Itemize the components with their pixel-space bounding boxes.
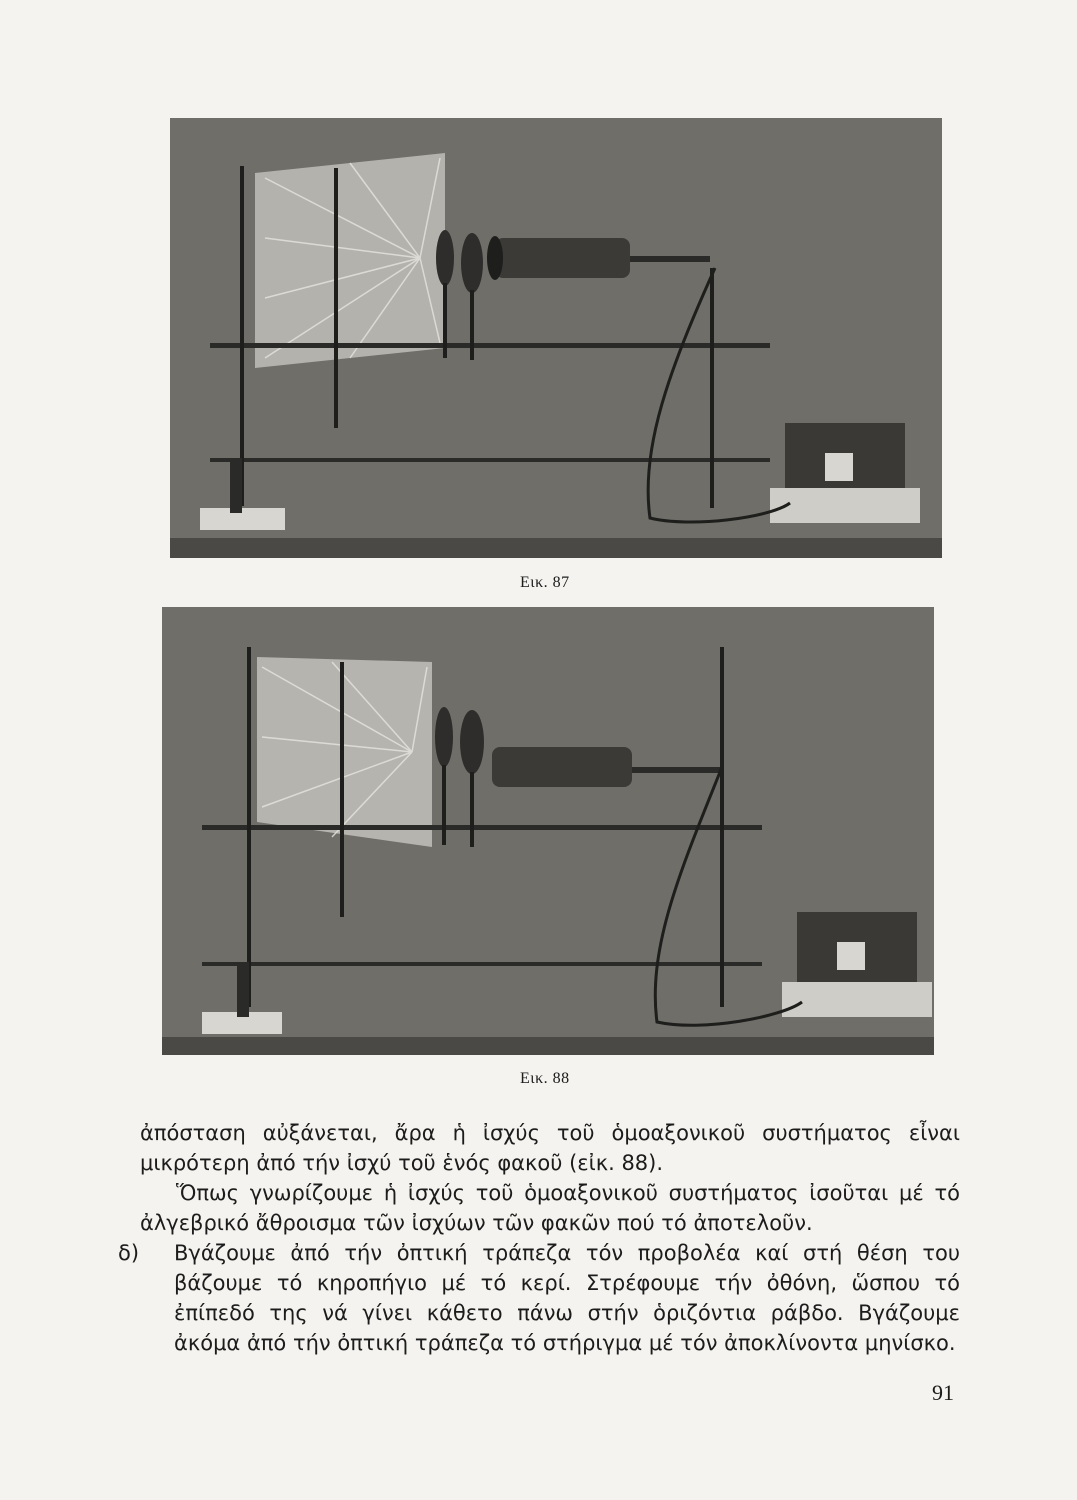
figure-87-photo (170, 118, 942, 558)
figure-88-caption: Εικ. 88 (520, 1070, 570, 1087)
list-item-text: Βγάζουμε ἀπό τήν ὀπτική τράπεζα τόν προβολέα καί στή θέση του βάζουμε τό κηροπήγιο μέ τό κερί. Στρέφουμε τήν ὀθόνη, ὥσπου τό ἐπίπεδό της νά γίνει κάθετο πάνω στήν ὁριζόντια ράβδο. Βγάζουμε ἀκόμα ἀπό τήν ὀπτική τράπεζα τό στήριγμα μέ τόν ἀποκλίνοντα μηνίσκο. (174, 1241, 960, 1355)
figure-87-caption: Εικ. 87 (520, 574, 570, 591)
paragraph-2: Ὅπως γνωρίζουμε ἡ ἰσχύς τοῦ ὁμοαξονικοῦ συστήματος ἰσοῦται μέ τό ἀλγεβρικό ἄθροισμα τῶν ἰσχύων τῶν φακῶν πού τό ἀποτελοῦν. (140, 1181, 960, 1235)
list-item-label: δ) (118, 1241, 140, 1265)
paragraph-1: ἀπόσταση αὐξάνεται, ἄρα ἡ ἰσχύς τοῦ ὁμοαξονικοῦ συστήματος εἶναι μικρότερη ἀπό τήν ἰσχύ τοῦ ἑνός φακοῦ (εἰκ. 88). (140, 1121, 960, 1175)
figure-88-photo (162, 607, 934, 1055)
page-number: 91 (932, 1380, 954, 1405)
